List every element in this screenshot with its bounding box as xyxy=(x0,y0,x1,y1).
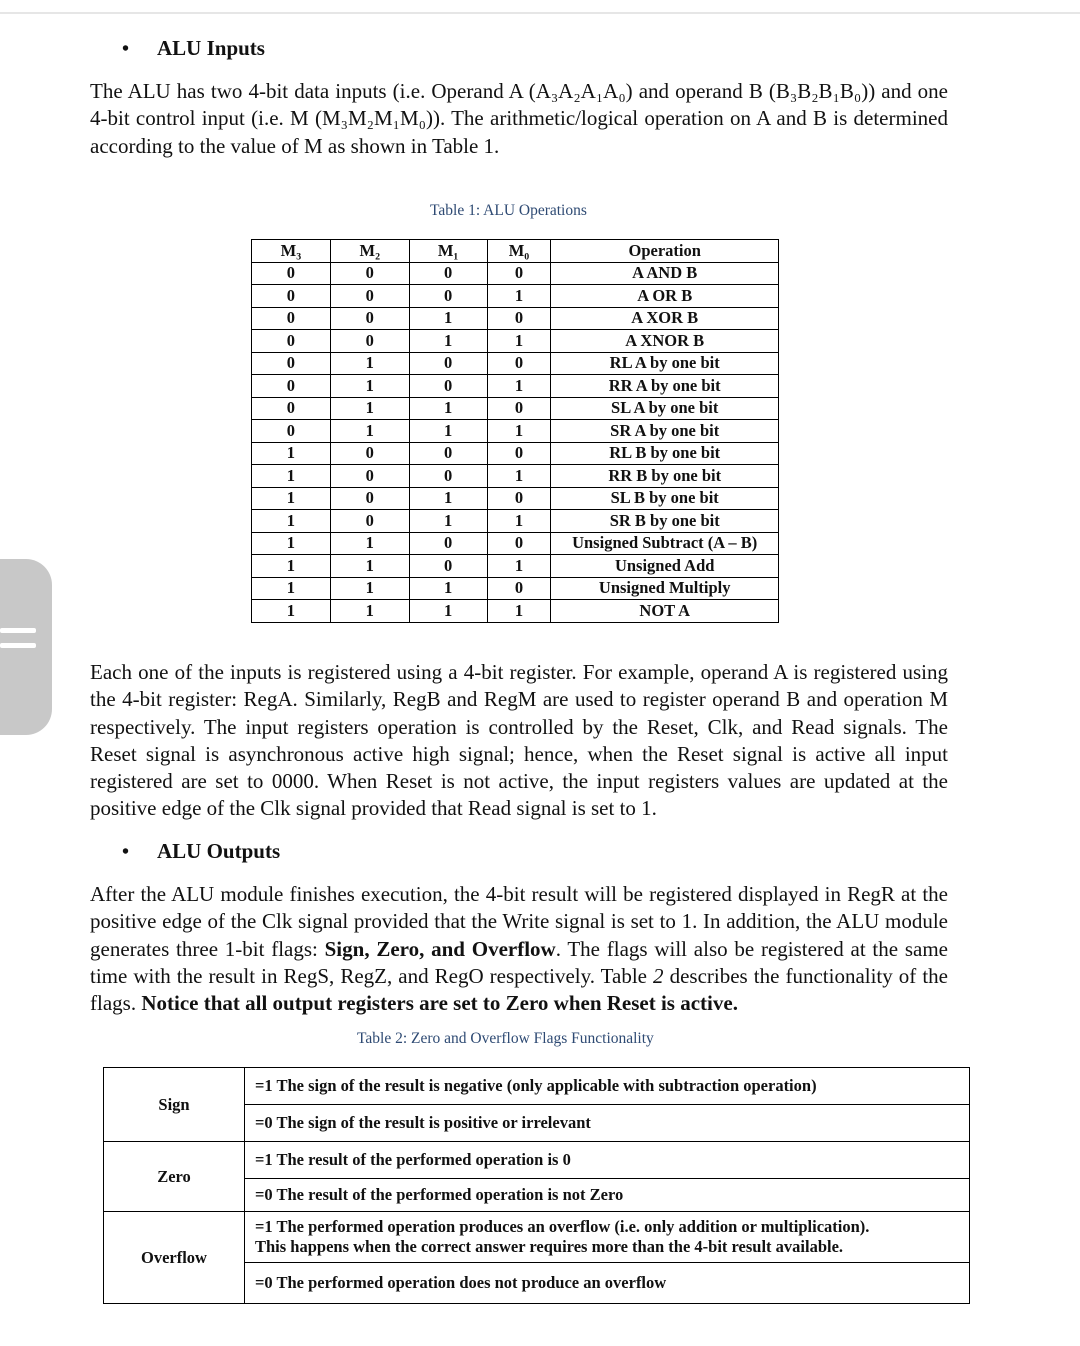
bit-cell: 0 xyxy=(252,330,331,353)
bit-cell: 0 xyxy=(487,442,551,465)
flag-overflow-zero: =0 The performed operation does not produce an overflow xyxy=(245,1263,970,1304)
bit-cell: 0 xyxy=(330,285,409,308)
table-row xyxy=(252,330,779,353)
flags-table xyxy=(103,1067,970,1304)
flag-overflow-one xyxy=(245,1212,970,1263)
bit-cell: 1 xyxy=(487,465,551,488)
bit-cell: 0 xyxy=(409,532,487,555)
operation-cell: Unsigned Multiply xyxy=(551,577,779,600)
header-m0: M₀ xyxy=(487,240,551,263)
bit-cell: 1 xyxy=(487,285,551,308)
bit-cell: 0 xyxy=(330,330,409,353)
bit-cell: 0 xyxy=(330,487,409,510)
bit-cell: 0 xyxy=(252,262,331,285)
operation-cell: RR A by one bit xyxy=(551,375,779,398)
bit-cell: 1 xyxy=(487,600,551,623)
bullet-icon: • xyxy=(122,38,130,60)
operation-cell: SR B by one bit xyxy=(551,510,779,533)
table-row xyxy=(252,375,779,398)
text-run: After the ALU module finishes execution, the 4-bit result will be registered displayed in RegR at the positive edge of the Clk signal provided that the Write signal is set to 1. In addition, the ALU module generates three 1-bit flags: xyxy=(90,882,948,961)
bit-cell: 1 xyxy=(409,420,487,443)
bit-cell: 1 xyxy=(252,487,331,510)
paragraph-outputs-description xyxy=(90,881,948,1017)
bit-cell: 1 xyxy=(487,375,551,398)
bit-cell: 1 xyxy=(409,487,487,510)
bit-cell: 1 xyxy=(330,600,409,623)
bit-cell: 0 xyxy=(487,577,551,600)
table-ref-number: 2 xyxy=(653,963,664,988)
table-row xyxy=(252,397,779,420)
text-line: =1 The performed operation produces an overflow (i.e. only addition or multiplication). xyxy=(255,1217,870,1236)
bit-cell: 0 xyxy=(487,532,551,555)
bit-cell: 1 xyxy=(409,397,487,420)
header-m2: M₂ xyxy=(330,240,409,263)
bit-cell: 0 xyxy=(252,397,331,420)
operation-cell: SL A by one bit xyxy=(551,397,779,420)
bit-cell: 1 xyxy=(409,307,487,330)
reset-note-bold: Notice that all output registers are set to Zero when Reset is active. xyxy=(141,991,738,1016)
bit-cell: 0 xyxy=(252,285,331,308)
table-row xyxy=(252,487,779,510)
bit-cell: 1 xyxy=(330,352,409,375)
operation-cell: A XNOR B xyxy=(551,330,779,353)
text-line: This happens when the correct answer requires more than the 4-bit result available. xyxy=(255,1237,844,1256)
bit-cell: 0 xyxy=(252,375,331,398)
bit-cell: 0 xyxy=(409,375,487,398)
table-row xyxy=(252,510,779,533)
table-row xyxy=(252,307,779,330)
bit-cell: 0 xyxy=(409,465,487,488)
bit-cell: 1 xyxy=(330,555,409,578)
bit-cell: 0 xyxy=(330,442,409,465)
bit-cell: 0 xyxy=(252,352,331,375)
bit-cell: 1 xyxy=(252,577,331,600)
bit-cell: 0 xyxy=(409,555,487,578)
bit-cell: 1 xyxy=(409,600,487,623)
bit-cell: 0 xyxy=(330,307,409,330)
flag-sign-zero: =0 The sign of the result is positive or irrelevant xyxy=(245,1105,970,1142)
bit-cell: 1 xyxy=(409,330,487,353)
paragraph-registers-description: Each one of the inputs is registered using a 4-bit register. For example, operand A is registered using the 4-bit register: RegA. Similarly, RegB and RegM are used to register operand B and operation M respectively. The input registers operation is controlled by the Reset, Clk, and Read signals. The Reset signal is asynchronous active high signal; hence, when the Reset signal is active all input registered are set to 0000. When Reset is not active, the input registers values are updated at the positive edge of the Clk signal provided that Read signal is set to 1. xyxy=(90,660,948,821)
table-row xyxy=(252,532,779,555)
bit-cell: 1 xyxy=(252,510,331,533)
side-panel-handle[interactable] xyxy=(0,559,52,735)
bit-cell: 1 xyxy=(252,555,331,578)
text-run: . The flags will also be registered at the same time with the result in RegS, RegZ, and RegO respectively. Table xyxy=(90,936,948,988)
bit-cell: 1 xyxy=(409,577,487,600)
bit-cell: 1 xyxy=(487,420,551,443)
bit-cell: 0 xyxy=(487,352,551,375)
alu-operations-table xyxy=(251,239,779,623)
table1-caption: Table 1: ALU Operations xyxy=(430,202,587,219)
table-row xyxy=(252,262,779,285)
flag-sign-one: =1 The sign of the result is negative (only applicable with subtraction operation) xyxy=(245,1068,970,1105)
operation-cell: A AND B xyxy=(551,262,779,285)
flag-name-sign: Sign xyxy=(104,1068,245,1142)
bit-cell: 1 xyxy=(252,442,331,465)
bit-cell: 0 xyxy=(409,262,487,285)
bit-cell: 1 xyxy=(330,397,409,420)
bit-cell: 1 xyxy=(487,555,551,578)
table-row xyxy=(252,555,779,578)
bit-cell: 1 xyxy=(330,532,409,555)
handle-bar-icon xyxy=(0,628,36,633)
section-title: ALU Outputs xyxy=(157,839,281,863)
table-row xyxy=(104,1142,970,1179)
bit-cell: 1 xyxy=(330,420,409,443)
operation-cell: NOT A xyxy=(551,600,779,623)
bit-cell: 0 xyxy=(487,307,551,330)
flag-zero-zero: =0 The result of the performed operation is not Zero xyxy=(245,1179,970,1212)
bit-cell: 1 xyxy=(487,510,551,533)
operation-cell: RR B by one bit xyxy=(551,465,779,488)
bit-cell: 0 xyxy=(252,420,331,443)
operation-cell: A XOR B xyxy=(551,307,779,330)
table2-caption: Table 2: Zero and Overflow Flags Functionality xyxy=(357,1030,654,1047)
operation-cell: RL B by one bit xyxy=(551,442,779,465)
text-run: describes the functionality of the flags. xyxy=(90,963,949,1016)
table-row xyxy=(252,577,779,600)
bit-cell: 1 xyxy=(487,330,551,353)
bit-cell: 0 xyxy=(487,262,551,285)
operation-cell: Unsigned Add xyxy=(551,555,779,578)
bit-cell: 0 xyxy=(487,397,551,420)
operation-cell: Unsigned Subtract (A – B) xyxy=(551,532,779,555)
table-row xyxy=(104,1212,970,1263)
bit-cell: 0 xyxy=(409,442,487,465)
bit-cell: 0 xyxy=(330,465,409,488)
flag-zero-one: =1 The result of the performed operation is 0 xyxy=(245,1142,970,1179)
bullet-icon: • xyxy=(122,841,130,863)
bit-cell: 0 xyxy=(409,285,487,308)
bit-cell: 1 xyxy=(252,600,331,623)
header-operation: Operation xyxy=(551,240,779,263)
paragraph-inputs-description: The ALU has two 4-bit data inputs (i.e. Operand A (A₃A₂A₁A₀) and operand B (B₃B₂B₁B₀)) and one 4-bit control input (i.e. M (M₃M₂M₁M₀)). The arithmetic/logical operation on A and B is determined according to the value of M as shown in Table 1. xyxy=(90,79,948,158)
operation-cell: RL A by one bit xyxy=(551,352,779,375)
header-m1: M₁ xyxy=(409,240,487,263)
handle-bar-icon xyxy=(0,643,36,648)
table-row xyxy=(104,1068,970,1105)
bit-cell: 1 xyxy=(252,532,331,555)
header-m3: M₃ xyxy=(252,240,331,263)
bit-cell: 1 xyxy=(330,577,409,600)
table-row xyxy=(252,420,779,443)
table-row xyxy=(252,600,779,623)
bit-cell: 0 xyxy=(252,307,331,330)
operation-cell: SR A by one bit xyxy=(551,420,779,443)
operation-cell: SL B by one bit xyxy=(551,487,779,510)
table-row xyxy=(252,352,779,375)
bit-cell: 1 xyxy=(252,465,331,488)
flag-name-overflow: Overflow xyxy=(104,1212,245,1304)
bit-cell: 1 xyxy=(330,375,409,398)
table-header-row xyxy=(252,240,779,263)
section-heading-alu-inputs xyxy=(122,36,265,61)
flags-list-bold: Sign, Zero, and Overflow xyxy=(324,936,556,961)
bit-cell: 0 xyxy=(330,262,409,285)
operation-cell: A OR B xyxy=(551,285,779,308)
bit-cell: 0 xyxy=(330,510,409,533)
page-top-border xyxy=(0,12,1080,14)
section-heading-alu-outputs xyxy=(122,839,280,864)
table-row xyxy=(252,465,779,488)
bit-cell: 0 xyxy=(487,487,551,510)
table-row xyxy=(252,285,779,308)
bit-cell: 1 xyxy=(409,510,487,533)
flag-name-zero: Zero xyxy=(104,1142,245,1212)
table-row xyxy=(252,442,779,465)
section-title: ALU Inputs xyxy=(157,36,265,60)
bit-cell: 0 xyxy=(409,352,487,375)
